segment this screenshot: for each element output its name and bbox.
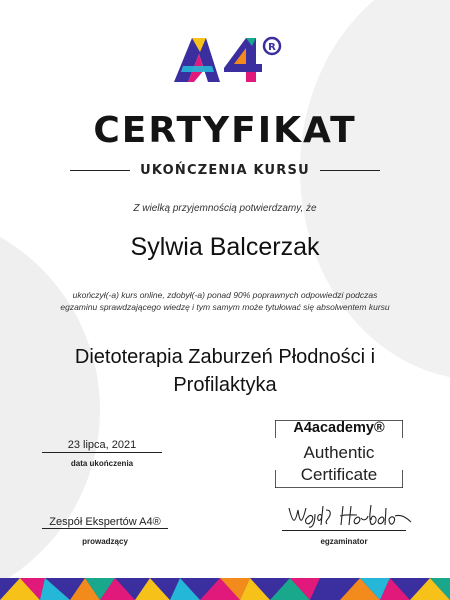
authentic-certificate-badge: [275, 420, 403, 488]
certificate-subtitle: UKOŃCZENIA KURSU: [140, 162, 310, 178]
background-shape-right: [300, 0, 450, 380]
badge-line1: Authentic: [303, 443, 375, 462]
completion-date: 23 lipca, 2021: [42, 439, 162, 453]
course-title: [40, 343, 410, 399]
host-name: Zespół Ekspertów A4®: [42, 516, 168, 529]
intro-text: Z wielką przyjemnością potwierdzamy, że: [133, 203, 317, 214]
badge-line2: Certificate: [300, 465, 378, 484]
subtitle-rule-right: [320, 170, 380, 171]
examiner-signature: [285, 502, 415, 530]
course-title-line1: Dietoterapia Zaburzeń Płodności i: [74, 346, 376, 368]
recipient-name: Sylwia Balcerzak: [130, 233, 320, 261]
svg-text:R: R: [268, 42, 276, 53]
examiner-label: egzaminator: [320, 537, 368, 546]
subtitle-rule-left: [70, 170, 130, 171]
a4-logo: [172, 34, 282, 84]
subtitle-row: [70, 160, 380, 180]
host-label: prowadzący: [82, 537, 128, 546]
decorative-mosaic-strip: [0, 578, 450, 600]
badge-brand: A4academy®: [293, 420, 385, 436]
signature-line: [282, 530, 406, 531]
course-title-line2: Profilaktyka: [173, 374, 277, 396]
description-text: ukończył(-a) kurs online, zdobył(-a) ponad 90% poprawnych odpowiedzi podczas egzaminu sprawdzającego wiedzę i tym samym może tytułować się absolwentem kursu: [60, 290, 390, 312]
completion-date-label: data ukończenia: [70, 459, 134, 468]
certificate-title: CERTYFIKAT: [93, 110, 357, 151]
